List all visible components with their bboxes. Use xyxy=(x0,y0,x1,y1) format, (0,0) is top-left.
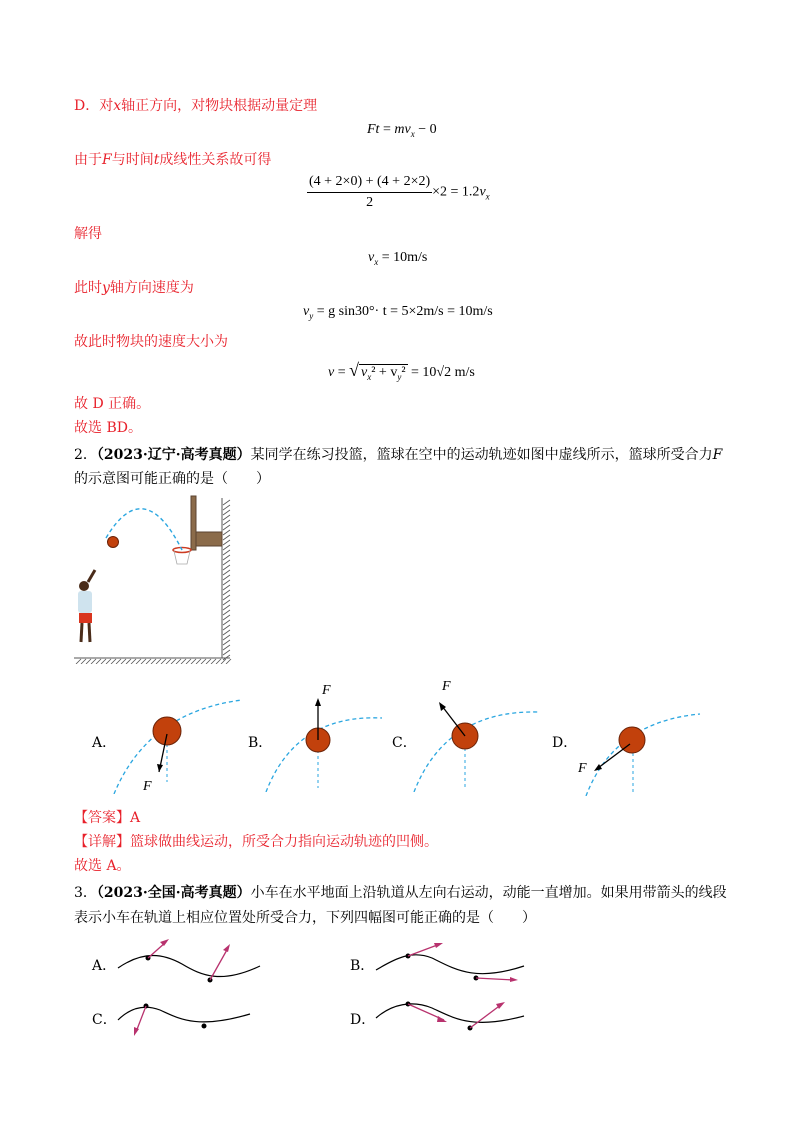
q2-option-c-diagram xyxy=(410,676,542,792)
solution-line-linear: 由于F与时间t成线性关系故可得 xyxy=(74,152,272,168)
q2-detail: 【详解】篮球做曲线运动，所受合力指向运动轨迹的凹侧。 xyxy=(74,834,438,850)
hoop-support xyxy=(196,532,222,546)
basketball xyxy=(108,537,119,548)
equation-average-force: $\frac{(4 + 2\times 0) + (4 + 2\times 2)}{2}$ $\times 2 = 1.2v_x$ xyxy=(309,174,490,210)
q3-option-c-diagram xyxy=(114,994,254,1044)
equation-speed: v = √ $v_x^2 + v_y^2 = 10√2$ m/s xyxy=(328,360,475,382)
q3-option-a-diagram xyxy=(114,936,264,990)
question-3-line2: 表示小车在轨道上相应位置处所受合力，下列四幅图可能正确的是（ ） xyxy=(74,910,536,926)
question-2-line1: 2．（2023·辽宁·高考真题）某同学在练习投篮，篮球在空中的运动轨迹如图中虚线所示，篮球所受合力F xyxy=(74,447,723,463)
q2-option-b-diagram xyxy=(262,680,386,792)
equation-vy: $v_y = g$ sin30°· t = 5×2m/s = 10m/s xyxy=(303,304,493,321)
q3-option-b-diagram xyxy=(372,936,528,990)
solution-choice: 故选 BD。 xyxy=(74,420,142,436)
q2-option-d-diagram xyxy=(572,702,702,796)
solution-line-speed: 故此时物块的速度大小为 xyxy=(74,334,228,350)
basketball-scene-figure xyxy=(70,494,232,664)
q2-option-label-b: B． xyxy=(248,735,273,751)
q2-choice: 故选 A。 xyxy=(74,858,131,874)
q3-option-label-b: B． xyxy=(350,958,375,974)
backboard xyxy=(191,496,196,550)
solution-d-line: D．对x轴正方向，对物块根据动量定理 xyxy=(74,98,318,114)
question-2-line2: 的示意图可能正确的是（ ） xyxy=(74,471,270,487)
q3-option-label-d: D． xyxy=(350,1012,376,1028)
q2-answer: 【答案】A xyxy=(74,810,141,826)
equation-vx: $v_x = 10m/s$ xyxy=(368,250,428,267)
q2-b-force-label: F xyxy=(322,683,331,698)
q2-c-force-label: F xyxy=(442,679,451,694)
q3-option-d-diagram xyxy=(372,994,528,1044)
q2-a-force-label: F xyxy=(143,779,152,794)
solution-line-vy: 此时y轴方向速度为 xyxy=(74,280,194,296)
q2-d-force-label: F xyxy=(578,761,587,776)
solution-jiede: 解得 xyxy=(74,226,102,242)
question-3-line1: 3．（2023·全国·高考真题）小车在水平地面上沿轨道从左向右运动，动能一直增加。如果用带箭头的线段 xyxy=(74,885,727,901)
player-figure xyxy=(78,570,95,642)
equation-momentum: $Ft = mv_x - 0$ xyxy=(367,122,437,139)
q2-option-label-c: C． xyxy=(392,735,417,751)
q2-option-a-diagram xyxy=(110,692,244,794)
q2-option-label-a: A． xyxy=(92,735,117,751)
solution-conclusion: 故 D 正确。 xyxy=(74,396,151,412)
q3-option-label-c: C． xyxy=(92,1012,117,1028)
q2-option-label-d: D． xyxy=(552,735,578,751)
q3-option-label-a: A． xyxy=(92,958,117,974)
